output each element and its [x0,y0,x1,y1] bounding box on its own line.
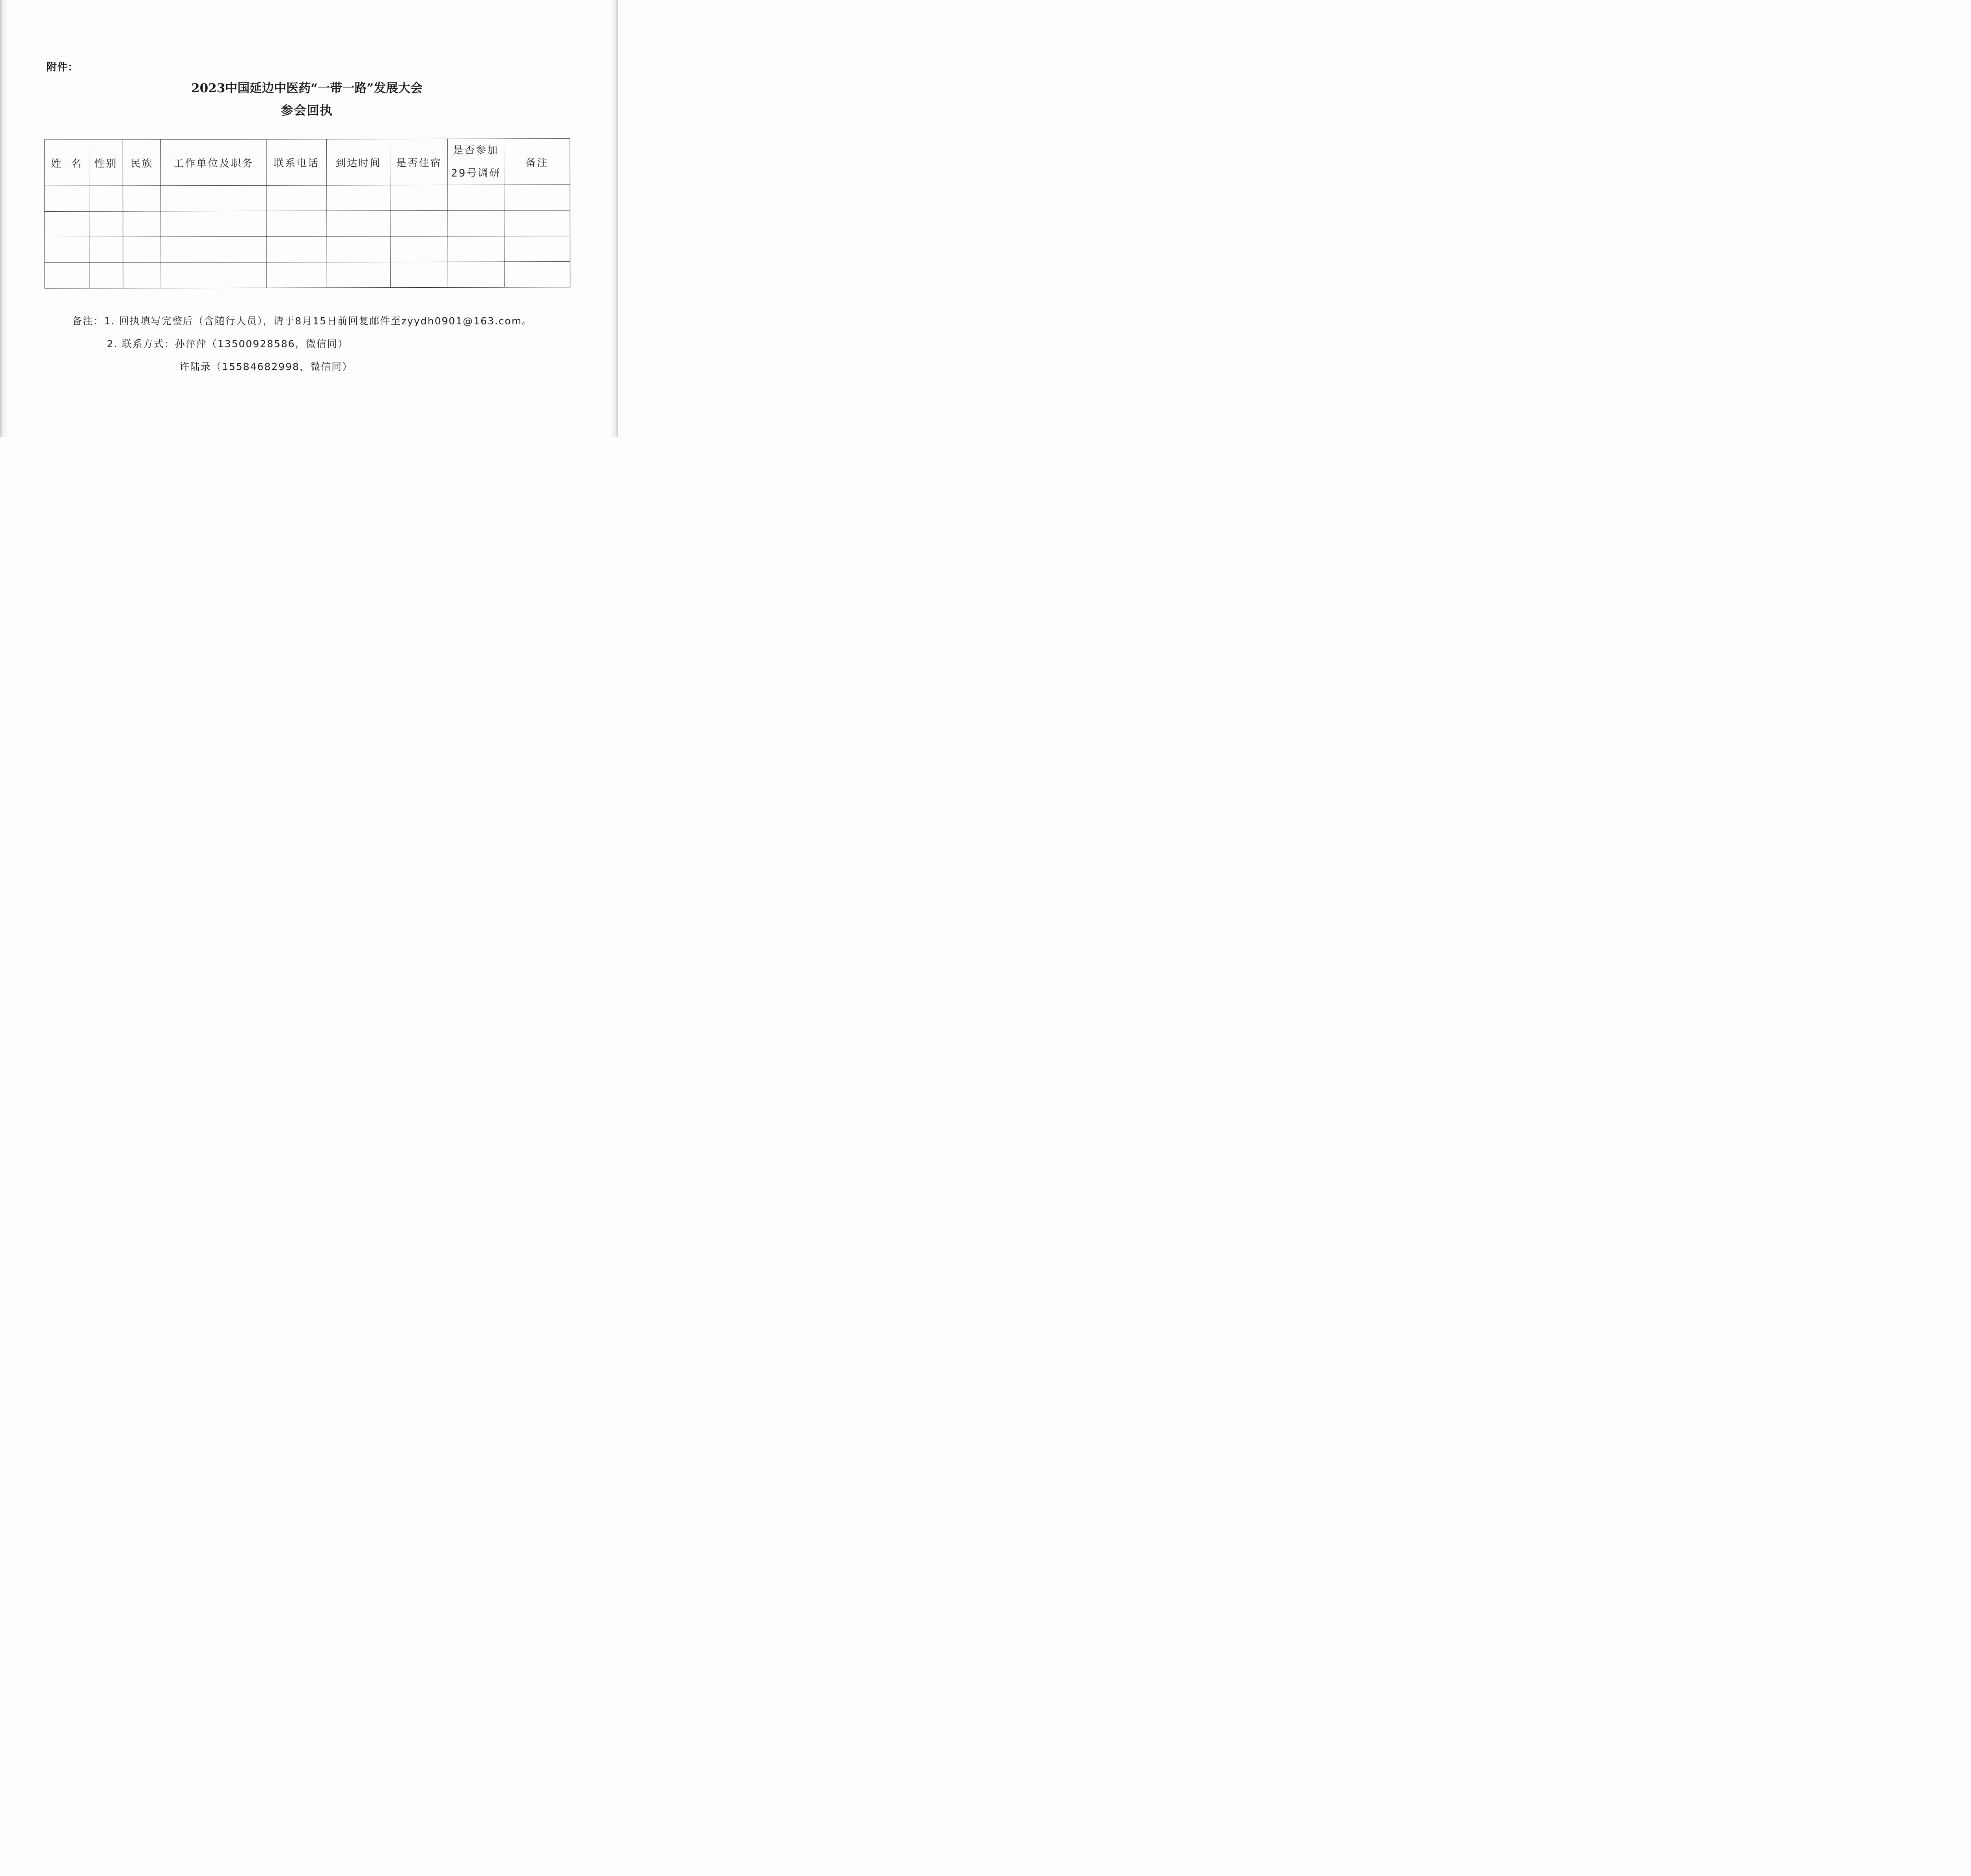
header-arrival-time: 到达时间 [326,139,390,185]
notes-section [72,310,533,378]
table-cell [448,262,504,287]
table-body [45,185,570,288]
table-cell [504,236,570,262]
registration-table [44,138,570,288]
table-cell [266,262,327,288]
table-row [45,210,570,237]
document-title: 2023中国延边中医药“一带一路”发展大会 [191,81,423,95]
header-gender: 性别 [89,140,123,186]
header-accommodation: 是否住宿 [390,139,447,185]
table-row [45,185,570,212]
header-join-research-line2: 29号调研 [451,167,501,179]
table-cell [45,211,89,237]
table-cell [504,262,570,287]
table-cell [89,237,123,262]
table-cell [504,210,570,236]
document-page [0,0,618,437]
document-subtitle: 参会回执 [281,104,333,118]
table-cell [161,236,266,262]
table-cell [266,236,327,262]
table-cell [327,262,390,288]
table-cell [327,236,390,262]
table-cell [89,262,123,288]
table-cell [448,185,504,210]
attachment-label: 附件： [47,61,79,73]
header-join-research [447,139,504,185]
table-cell [161,262,266,288]
table-cell [45,237,89,262]
table-row [45,236,570,263]
header-workplace-position: 工作单位及职务 [161,139,266,186]
header-name: 姓 名 [45,140,89,186]
table-cell [123,262,161,288]
table-cell [45,262,89,288]
table-cell [123,237,161,262]
table-cell [448,210,504,236]
table-cell [123,186,161,211]
table-header-row [45,139,570,186]
header-phone: 联系电话 [266,139,326,185]
note-line-1: 备注：1. 回执填写完整后（含随行人员），请于8月15日前回复邮件至zyydh0901@163.com。 [72,315,533,327]
table-cell [504,185,570,210]
note-line-2: 2. 联系方式：孙萍萍（13500928586，微信同） [107,338,348,350]
table-cell [161,211,266,237]
table-cell [161,185,266,211]
header-ethnicity: 民族 [123,140,161,186]
table-cell [390,210,448,236]
table-cell [123,211,161,237]
table-cell [89,211,123,237]
header-join-research-line1: 是否参加 [453,144,499,156]
note-line-3: 许陆录（15584682998，微信同） [179,361,353,372]
table-cell [45,186,89,211]
table-cell [327,185,390,211]
table-cell [390,185,448,210]
table-row [45,262,570,288]
table-cell [327,211,390,236]
header-remarks: 备注 [504,139,570,185]
table-cell [266,185,327,211]
table-cell [390,236,448,262]
table-cell [266,211,327,236]
table-cell [448,236,504,262]
table-cell [390,262,448,287]
table-cell [89,186,123,211]
